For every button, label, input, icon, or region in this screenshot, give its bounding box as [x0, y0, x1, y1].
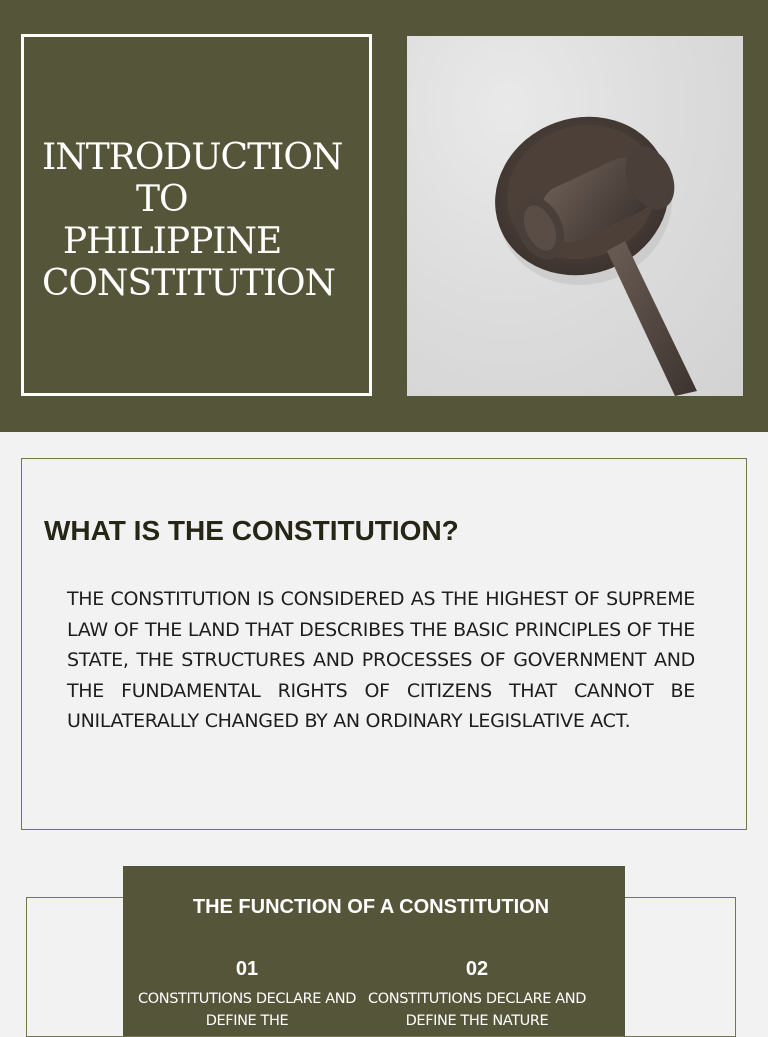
- function-text-1: CONSTITUTIONS DECLARE AND DEFINE THE: [138, 991, 356, 1029]
- function-text-2: CONSTITUTIONS DECLARE AND DEFINE THE NATURE: [368, 991, 586, 1029]
- presentation-title: INTRODUCTION TO PHILIPPINE CONSTITUTION: [42, 137, 343, 304]
- what-is-constitution-card: [21, 458, 747, 830]
- gavel-icon: [407, 36, 743, 396]
- title-box: [21, 34, 372, 396]
- function-number-1: 01: [235, 958, 259, 980]
- definition-text: THE CONSTITUTION IS CONSIDERED AS THE HIGHEST OF SUPREME LAW OF THE LAND THAT DESCRIBES THE BASIC PRINCIPLES OF THE STATE, THE STRUCTURES AND PROCESSES OF GOVERNMENT AND THE FUNDAMENTAL RIGHTS OF CITIZENS THAT CANNOT BE UNILATERALLY CHANGED BY AN ORDINARY LEGISLATIVE ACT.: [67, 588, 695, 732]
- functions-heading: THE FUNCTION OF A CONSTITUTION: [192, 896, 550, 918]
- functions-card: [123, 866, 625, 1036]
- hero-banner: [0, 0, 768, 432]
- section-heading: WHAT IS THE CONSTITUTION?: [44, 515, 459, 546]
- function-number-2: 02: [465, 958, 489, 980]
- gavel-photo: [407, 36, 743, 396]
